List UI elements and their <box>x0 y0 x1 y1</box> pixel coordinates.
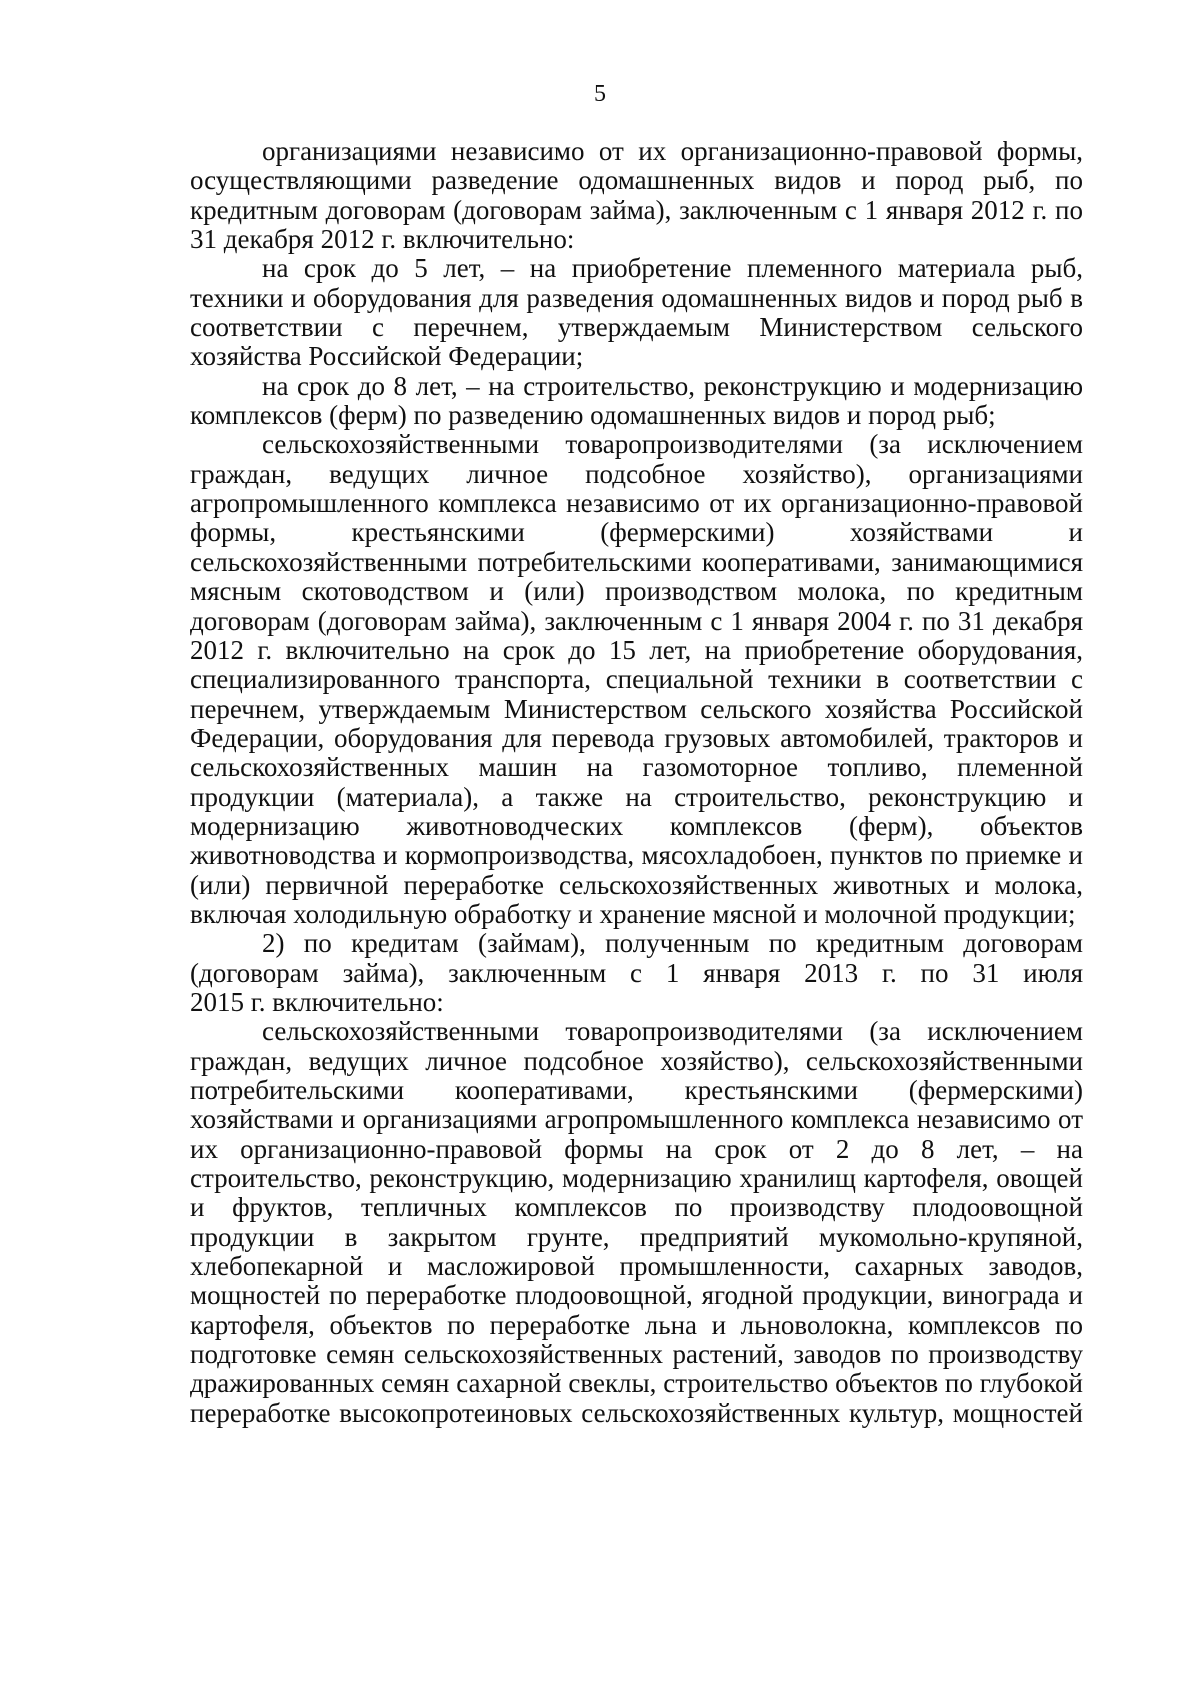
text-line: сельскохозяйственными товаропроизводителями (за исключением <box>262 429 1083 460</box>
text-line: комплексов (ферм) по разведению одомашненных видов и пород рыб; <box>190 400 996 431</box>
text-line: включая холодильную обработку и хранение мясной и молочной продукции; <box>190 898 1076 929</box>
text-line: картофеля, объектов по переработке льна и льноволокна, комплексов по <box>190 1309 1083 1340</box>
text-line: Федерации, оборудования для перевода грузовых автомобилей, тракторов и <box>190 722 1083 753</box>
text-line: потребительскими кооперативами, крестьянскими (фермерскими) <box>190 1075 1083 1105</box>
text-line: (договорам займа), заключенным с 1 января 2013 г. по 31 июля <box>190 957 1083 988</box>
text-line: агропромышленного комплекса независимо от их организационно-правовой <box>190 488 1083 519</box>
text-line: мощностей по переработке плодоовощной, ягодной продукции, винограда и <box>190 1280 1083 1311</box>
text-line: перечнем, утверждаемым Министерством сельского хозяйства Российской <box>190 693 1083 724</box>
text-line: организациями независимо от их организационно-правовой формы, <box>262 136 1083 166</box>
text-line: на срок до 5 лет, – на приобретение племенного материала рыб, <box>262 253 1083 284</box>
text-line: их организационно-правовой формы на срок от 2 до 8 лет, – на <box>190 1133 1083 1164</box>
text-line: 2) по кредитам (займам), полученным по кредитным договорам <box>262 928 1083 959</box>
text-line: сельскохозяйственными потребительскими кооперативами, занимающимися <box>190 546 1083 577</box>
text-line: граждан, ведущих личное подсобное хозяйство), сельскохозяйственными <box>190 1045 1083 1076</box>
text-line: формы, крестьянскими (фермерскими) хозяйствами и <box>190 517 1083 548</box>
text-line: техники и оборудования для разведения одомашненных видов и пород рыб в <box>190 282 1083 313</box>
text-line: продукции в закрытом грунте, предприятий мукомольно-крупяной, <box>190 1221 1083 1252</box>
text-line: животноводства и кормопроизводства, мясохладобоен, пунктов по приемке и <box>190 840 1083 871</box>
text-line: модернизацию животноводческих комплексов (ферм), объектов <box>190 810 1083 841</box>
text-line: специализированного транспорта, специальной техники в соответствии с <box>190 664 1083 695</box>
text-line: хозяйства Российской Федерации; <box>190 341 584 372</box>
text-line: дражированных семян сахарной свеклы, строительство объектов по глубокой <box>190 1368 1083 1399</box>
text-line: подготовке семян сельскохозяйственных растений, заводов по производству <box>190 1339 1083 1370</box>
text-line: договорам (договорам займа), заключенным с 1 января 2004 г. по 31 декабря <box>190 605 1083 636</box>
text-line: 2012 г. включительно на срок до 15 лет, на приобретение оборудования, <box>190 634 1083 665</box>
text-line: продукции (материала), а также на строительство, реконструкцию и <box>190 781 1083 812</box>
text-line: хозяйствами и организациями агропромышленного комплекса независимо от <box>190 1104 1083 1135</box>
text-line: переработке высокопротеиновых сельскохозяйственных культур, мощностей <box>190 1397 1083 1428</box>
text-line: 2015 г. включительно: <box>190 986 444 1017</box>
text-line: мясным скотоводством и (или) производством молока, по кредитным <box>190 576 1083 607</box>
document-body <box>0 137 1200 1428</box>
text-line: строительство, реконструкцию, модернизацию хранилищ картофеля, овощей <box>190 1163 1083 1194</box>
text-line: осуществляющими разведение одомашненных видов и пород рыб, по <box>190 165 1083 196</box>
page-number: 5 <box>594 81 606 107</box>
text-line: сельскохозяйственными товаропроизводителями (за исключением <box>262 1016 1083 1047</box>
text-line: граждан, ведущих личное подсобное хозяйство), организациями <box>190 458 1083 489</box>
text-line: соответствии с перечнем, утверждаемым Министерством сельского <box>190 312 1083 343</box>
text-line: и фруктов, тепличных комплексов по производству плодоовощной <box>190 1192 1083 1223</box>
text-line: хлебопекарной и масложировой промышленности, сахарных заводов, <box>190 1251 1083 1282</box>
text-line: сельскохозяйственных машин на газомоторное топливо, племенной <box>190 752 1083 783</box>
text-line: кредитным договорам (договорам займа), заключенным с 1 января 2012 г. по <box>190 194 1083 225</box>
text-line: на срок до 8 лет, – на строительство, реконструкцию и модернизацию <box>262 370 1083 401</box>
text-line: 31 декабря 2012 г. включительно: <box>190 224 575 255</box>
text-line: (или) первичной переработке сельскохозяйственных животных и молока, <box>190 869 1083 900</box>
